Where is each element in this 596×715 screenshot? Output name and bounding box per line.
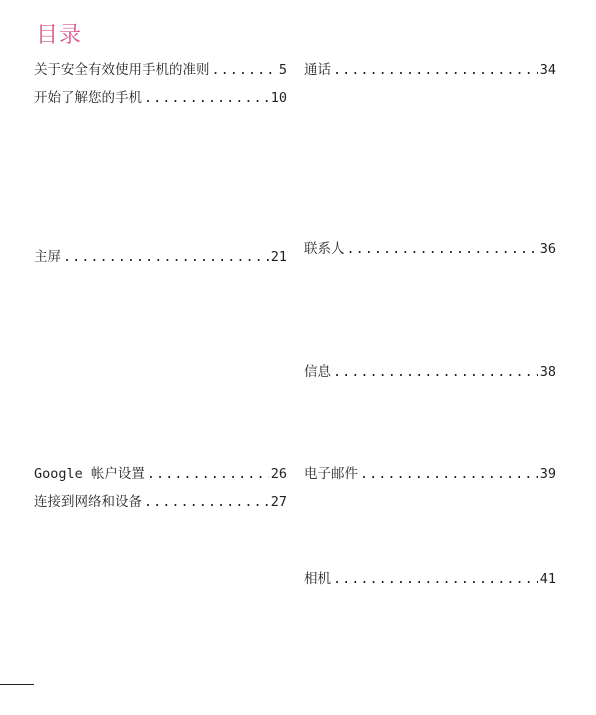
dot-leader (360, 466, 538, 482)
toc-entry-page: 10 (270, 90, 287, 106)
toc-entry-page: 36 (539, 241, 556, 257)
dot-leader (333, 62, 538, 78)
toc-entry-page: 41 (539, 571, 556, 587)
toc-entry-messages[interactable] (304, 360, 556, 380)
footer-divider (0, 684, 34, 685)
toc-entry-label: 通话 (304, 62, 331, 78)
dot-leader (144, 494, 269, 510)
toc-entry-page: 26 (270, 466, 287, 482)
dot-leader (333, 364, 538, 380)
toc-entry-label: 连接到网络和设备 (34, 494, 142, 510)
page-title: 目录 (36, 23, 83, 48)
dot-leader (63, 249, 269, 265)
toc-entry-page: 38 (539, 364, 556, 380)
dot-leader (212, 62, 277, 78)
dot-leader (333, 571, 538, 587)
toc-entry-label: 相机 (304, 571, 331, 587)
toc-entry-page: 39 (539, 466, 556, 482)
toc-entry-network-devices[interactable] (34, 490, 287, 510)
toc-entry-label: 电子邮件 (304, 466, 358, 482)
toc-entry-safety-guidelines[interactable] (34, 58, 287, 78)
toc-entry-google-account[interactable] (34, 462, 287, 482)
toc-entry-page: 34 (539, 62, 556, 78)
dot-leader (347, 241, 538, 257)
toc-entry-page: 21 (270, 249, 287, 265)
dot-leader (147, 466, 269, 482)
toc-entry-home-screen[interactable] (34, 245, 287, 265)
toc-entry-camera[interactable] (304, 567, 556, 587)
toc-entry-label: 主屏 (34, 249, 61, 265)
toc-entry-label: 联系人 (304, 241, 345, 257)
toc-entry-getting-to-know-phone[interactable] (34, 86, 287, 106)
toc-entry-label: Google 帐户设置 (34, 466, 145, 482)
toc-entry-calls[interactable] (304, 58, 556, 78)
toc-entry-label: 信息 (304, 364, 331, 380)
toc-entry-page: 27 (270, 494, 287, 510)
toc-entry-email[interactable] (304, 462, 556, 482)
toc-entry-label: 关于安全有效使用手机的准则 (34, 62, 210, 78)
toc-entry-label: 开始了解您的手机 (34, 90, 142, 106)
toc-entry-contacts[interactable] (304, 237, 556, 257)
dot-leader (144, 90, 269, 106)
toc-entry-page: 5 (278, 62, 287, 78)
